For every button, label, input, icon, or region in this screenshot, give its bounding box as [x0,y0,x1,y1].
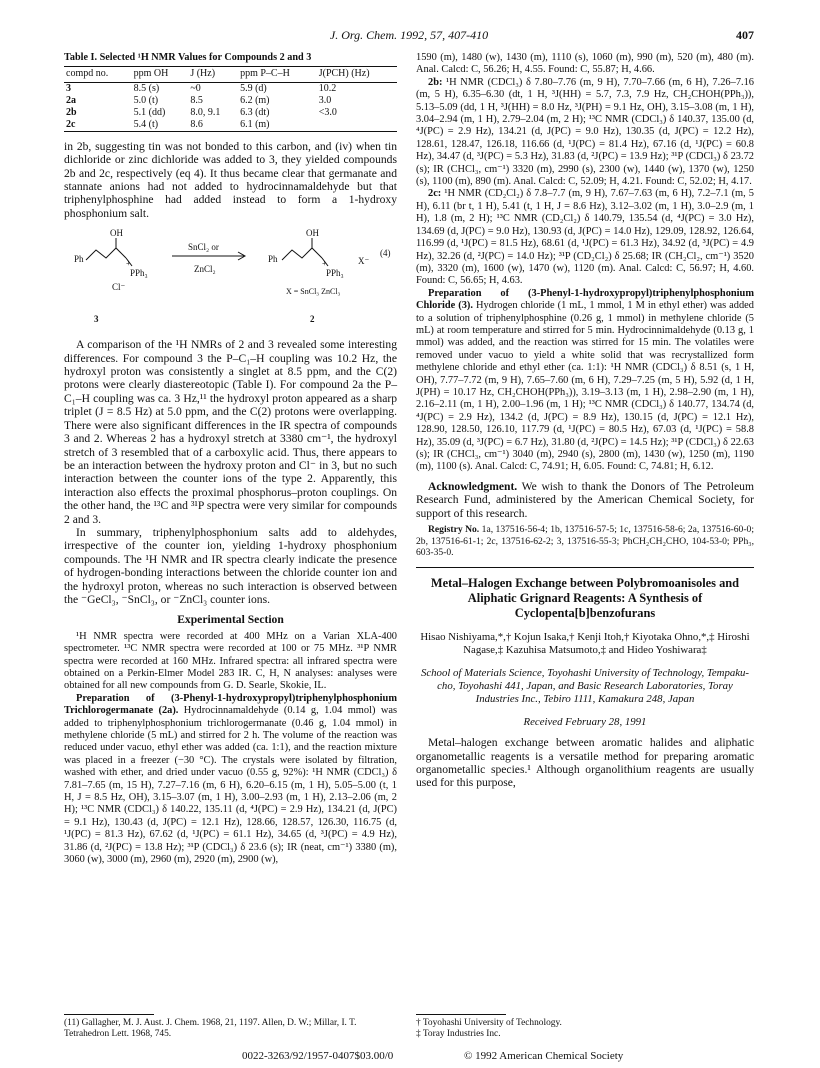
right-x-label: X⁻ [358,256,370,267]
table-cell: 2b [66,106,77,118]
left-ph-label: Ph [74,254,84,265]
table-row [64,119,397,132]
compound-2c-paragraph [416,188,754,287]
reagent-top-label: SnCl₂ or [188,242,219,253]
received-date: Received February 28, 1991 [523,715,647,728]
table-cell: 8.5 [190,94,203,106]
registry-heading: Registry No. [428,524,480,536]
table-header: compd no. [64,67,132,82]
table-header: ppm OH [132,67,189,82]
table-title: Table I. Selected ¹H NMR Values for Compounds 2 and 3 [64,52,312,63]
table-cell: 5.9 (d) [240,82,267,94]
reaction-scheme [64,228,397,332]
reaction-scheme-drawing [64,228,397,332]
registry-text: 1a, 137516-56-4; 1b, 137516-57-5; 1c, 137516-58-6; 2a, 137516-60-0; 2b, 137516-61-1; 2c, 137516-62-2; 3, 137516-55-3; PhCH₂CH₂CHO, 104-53-0; PPh₃, 603-35-0. [416,524,754,559]
table-cell: 10.2 [318,82,337,94]
footnote-rule [64,1014,154,1015]
left-pph3-label: PPh₃ [130,268,148,279]
compound-label-2: 2 [310,314,315,325]
acknowledgment-heading: Acknowledgment. [428,479,518,493]
body-paragraph: A comparison of the ¹H NMRs of 2 and 3 revealed some interesting differences. For compound 3 the P–C₁–H coupling was 10.2 Hz, the hydroxyl proton was consistently a singlet at 8.5 ppm, and the C(2) protons were clearly diastereotopic (Table I). For compound 2a the P–C₁–H coupling was ca. 3 Hz,¹¹ the hydroxyl proton appeared as a sharp triplet (J = 8.5 Hz) at 5.0 ppm, and the C(2) protons were overlapping. There were also significant differences in the IR spectra of compounds 3 and 2. Whereas 2 has a hydroxyl stretch at 3380 cm⁻¹, the hydroxyl stretch of 3 resembled that of a carboxylic acid. Thus, there appears to be an interaction between the hydroxy proton and Cl⁻ in 3, but no such interaction between the counter ions of the type 2. Apparently, this interaction also effects the proximal phosphorus–proton couplings. On the other hand, the ¹³C and ³¹P spectra were very similar for compounds 2 and 3. [64,338,397,526]
table-cell: 8.0, 9.1 [190,106,221,118]
article-affiliation: School of Materials Science, Toyohashi University of Technology, Tempaku-cho, Toyohashi 441, Japan, and Basic Research Laboratories, Toray Industries Inc., Tebiro 1111, Kamakura 248, Japan [420,666,750,705]
counterion-label: X = SnCl₃ ZnCl₃ [286,287,341,297]
table-cell: 6.2 (m) [240,94,270,106]
footnote-affiliation-1: † Toyohashi University of Technology. [416,1018,562,1028]
journal-citation: J. Org. Chem. 1992, 57, 407-410 [329,28,489,42]
section-heading: Experimental Section [177,613,284,627]
body-paragraph: In summary, triphenylphosphonium salts add to aldehydes, irrespective of the counter ion, yielding 1-hydroxy phosphonium compounds. The ¹H NMR and IR spectra clearly indicate the presence of hydrogen-bonding interactions between the chloride counter ion and the hydroxyl proton, whereas no such interaction is observed between the ⁻GeCl₃, ⁻SnCl₃, or ⁻ZnCl₃ counter ions. [64,525,397,606]
preparation-title: Preparation of (3-Phenyl-1-hydroxypropyl)triphenylphosphonium Trichlorogermanate (2a). [64,692,397,717]
table-cell: 5.0 (t) [133,94,159,106]
table-cell: ~0 [190,82,201,94]
table-header-row [64,67,397,82]
footnote-rule [416,1014,506,1015]
preparation-text: Hydrocinnamaldehyde (0.14 g, 1.04 mmol) was added to triphenylphosphonium trichlorogermanate (0.46 g, 1.04 mmol) in methylene chloride (5 mL) and stirred for 2 h. The volume of the reaction was reduced under vacuo, ethyl ether was added (ca. 1:1), and the reaction mixture was placed in a freezer (−30 °C). The crystals were isolated by filtration, washed with ether, and dried under vacuo (0.55 g, 92%): ¹H NMR (CDCl₃) δ 7.81–7.65 (m, 15 H), 7.27–7.16 (m, 6 H), 6.20–6.15 (m, 1 H), 5.05–5.00 (t, 1 H, J = 8.5 Hz, OH), 3.15–3.07 (m, 1 H), 3.00–2.93 (m, 1 H), 2.13–2.06 (m, 2 H); ¹³C NMR (CDCl₃) δ 140.22, 135.11 (d, ⁴J(PC) = 2.9 Hz), 134.21 (d, J(PC) = 9.1 Hz), 130.43 (d, J(PC) = 12.1 Hz), 128.66, 128.57, 126.30, 116.75 (d, ¹J(PC) = 81.3 Hz), 67.62 (d, ¹J(PC) = 61.1 Hz), 34.65 (d, ³J(PC) = 4.9 Hz), 31.86 (d, ²J(PC) = 13.8 Hz); ³¹P (CDCl₃) δ 23.6 (s); IR (neat, cm⁻¹) 3380 (m), 3060 (w), 3000 (m), 2960 (m), 2920 (m), 2900 (w), [64,705,397,866]
table-header: ppm P–C–H [238,67,317,82]
compound-2c-text: ¹H NMR (CD₂Cl₂) δ 7.8–7.7 (m, 9 H), 7.67–7.63 (m, 6 H), 7.2–7.1 (m, 5 H), 6.11 (br t, 1 H), 5.41 (t, 1 H, J = 8.6 Hz), 3.12–3.02 (m, 1 H), 3.0–2.9 (m, 1 H), 1.8 (m, 2 H); ¹³C NMR (CD₂Cl₂) δ 140.79, 135.54 (d, ⁴J(PC) = 3.0 Hz), 134.69 (d, J(PC) = 9.0 Hz), 130.93 (d, J(PC) = 14.0 Hz), 129.09, 128.92, 126.64, 116.99 (d, ¹J(PC) = 81.5 Hz), 68.61 (d, ¹J(PC) = 61.3 Hz), 34.92 (d, ³J(PC) = 4.9 Hz), 32.26 (d, ²J(PC) = 14.0 Hz); ³¹P (CD₂Cl₂) δ 25.68; IR (CH₂Cl₂, cm⁻¹) 3520 (m), 3320 (m), 1600 (w), 1470 (w), 1120 (m). Anal. Calcd: C, 56.97; H, 4.60. Found: C, 56.65; H, 4.63. [416,188,754,287]
table-cell: <3.0 [318,106,337,118]
table-cell: 6.1 (m) [238,119,317,132]
article-title: Metal–Halogen Exchange between Polybromoanisoles and Aliphatic Grignard Reagents: A Synthesis of Cyclopenta[b]benzofurans [430,575,740,620]
table-cell: 8.6 [188,119,238,132]
right-plus-label: + [322,259,327,269]
copyright-notice: © 1992 American Chemical Society [464,1050,624,1062]
article-divider [416,567,754,568]
left-chain-bond [86,248,126,260]
table-row [64,82,397,95]
left-cl-label: Cl⁻ [112,282,126,293]
left-column [64,52,397,867]
preparation-3-title: Preparation of (3-Phenyl-1-hydroxypropyl)triphenylphosphonium Chloride (3). [416,287,754,312]
footnote-left: (11) Gallagher, M. J. Aust. J. Chem. 1968, 21, 1197. Allen, D. W.; Millar, I. T. Tetrahedron Lett. 1968, 745. [64,1018,357,1039]
acknowledgment-paragraph [416,480,754,520]
table-header: J (Hz) [188,67,238,82]
preparation-paragraph [64,693,397,867]
right-pph3-label: PPh₃ [326,268,344,279]
table-cell: 5.4 (t) [132,119,189,132]
table-cell: 2a [66,94,76,106]
preparation-3-paragraph [416,288,754,474]
table-row [64,95,397,107]
body-paragraph: in 2b, suggesting tin was not bonded to this carbon, and (iv) when tin dichloride or zinc dichloride was added to 3, they yielded compounds 2b and 2c, respectively (eq 4). It thus became clear that germanate and stannate anions had not added to hydrocinnamaldehyde but that triphenylphosphine had added instead to form a 1-hydroxy phosphonium salt. [64,139,397,220]
compound-2b-label: 2b: [428,76,443,88]
experimental-paragraph: ¹H NMR spectra were recorded at 400 MHz on a Varian XLA-400 spectrometer. ¹³C NMR spectra were recorded at 100 or 75 MHz. ³¹P NMR spectra were recorded at 160 MHz. Infrared spectra: all infrared spectra were obtained on a Perkin-Elmer Model 283 IR. C, H, N analyses: analyses were obtained for all new compounds from G. D. Searle, Skokie, IL. [64,630,397,692]
right-oh-label: OH [306,228,319,239]
right-chain-bond [282,248,322,260]
right-column [416,52,754,790]
table-cell: 3.0 [318,94,332,106]
compound-label-3: 3 [94,314,99,325]
article-code: 0022-3263/92/1957-0407$03.00/0 [242,1050,394,1062]
page-number: 407 [736,28,754,42]
continued-paragraph: 1590 (m), 1480 (w), 1430 (m), 1110 (s), 1060 (m), 990 (m), 520 (m), 480 (m). Anal. Calcd: C, 56.26; H, 4.55. Found: C, 55.87; H, 4.66. [416,52,754,76]
table-cell: 8.5 (s) [133,82,160,94]
table-row [64,107,397,119]
table-cell: 6.3 (dt) [240,106,270,118]
table-cell [317,119,397,132]
intro-paragraph: Metal–halogen exchange between aromatic halides and aliphatic organometallic reagents is a versatile method for preparing aromatic organometallic species.¹ Although organolithium reagents are usually used for this purpose, [416,736,754,790]
footnote-affiliation-2: ‡ Toray Industries Inc. [416,1029,501,1039]
left-oh-label: OH [110,228,123,239]
page-header [64,28,754,44]
table-cell: 3 [66,82,71,94]
registry-paragraph [416,524,754,559]
footnote-right [416,1018,754,1040]
nmr-table [64,66,397,131]
reagent-bottom-label: ZnCl₂ [194,264,216,275]
table-cell: 5.1 (dd) [133,106,166,118]
compound-2b-text: ¹H NMR (CDCl₃) δ 7.80–7.76 (m, 9 H), 7.70–7.66 (m, 6 H), 7.26–7.16 (m, 5 H), 6.35–6.30 (dt, 1 H, ³J(HH) = 5.7, 7.3, 7.9 Hz, CH₂CHOH(PPh₃)), 5.13–5.09 (dd, 1 H, ³J(HH) = 8.0 Hz, ³J(PH) = 9.1 Hz, OH), 3.15–3.08 (m, 1 H), 3.04–2.94 (m, 1 H), 2.79–2.04 (m, 2 H); ¹³C NMR (CDCl₃) δ 140.37, 135.00 (d, ⁴J(PC) = 2.9 Hz), 134.21 (d, J(PC) = 9.0 Hz), 130.35 (d, J(PC) = 12.2 Hz), 128.61, 128.47, 126.18, 116.66 (d, ¹J(PC) = 81.4 Hz), 67.16 (d, ¹J(PC) = 60.8 Hz), 34.47 (d, ³J(PC) = 5.3 Hz), 31.83 (d, ²J(PC) = 13.9 Hz); ³¹P (CDCl₃) δ 23.72 (s); IR (CHCl₃, cm⁻¹) 3320 (m), 2990 (s), 2300 (w), 1440 (w), 1370 (w), 1250 (s), 1100 (m), 890 (m). Anal. Calcd: C, 52.09; H, 4.21. Found: C, 52.02; H, 4.17. [416,76,754,188]
equation-number: (4) [380,248,391,259]
acknowledgment-text: We wish to thank the Donors of The Petroleum Research Fund, administered by the American Chemical Society, for support of this research. [416,479,754,520]
right-ph-label: Ph [268,254,278,265]
table-header: J(PCH) (Hz) [317,67,397,82]
compound-2b-paragraph [416,77,754,189]
article-authors: Hisao Nishiyama,*,† Kojun Isaka,† Kenji Itoh,† Kiyotaka Ohno,*,‡ Hiroshi Nagase,‡ Kazuhisa Matsumoto,‡ and Hideo Yoshiwara‡ [420,630,750,656]
left-plus-label: + [126,259,131,269]
compound-2c-label: 2c: [428,188,442,200]
preparation-3-text: Hydrogen chloride (1 mL, 1 mmol, 1 M in ethyl ether) was added to a solution of triphenylphosphine (0.26 g, 1 mmol) in methylene chloride (5 mL) at room temperature and stirred for 5 min. Hydrocinnimaldehyde (0.13 g, 1 mmol) was added, and the reaction was stirred for 15 min. The volatiles were removed under vacuo to yield a white solid that was recrystallized form methylene chloride and ethyl ether (ca. 1:1): ¹H NMR (CDCl₃) δ 8.51 (s, 1 H, OH), 7.77–7.72 (m, 9 H), 7.65–7.60 (m, 6 H), 7.29–7.25 (m, 5 H), 5.92 (d, 1 H, J(PH) = 10.17 Hz, CH₂CHOH(PPh₃)), 3.19–3.13 (m, 1 H), 2.98–2.90 (m, 1 H), 2.16–2.11 (m, 1 H), 2.00–1.96 (m, 1 H); ¹³C NMR (CDCl₃) δ 140.77, 134.74 (d, ⁴J(PC) = 2.9 Hz), 134.2 (d, J(PC) = 8.9 Hz), 130.15 (d, J(PC) = 12.1 Hz), 128.90, 128.50, 126.10, 117.79 (d, ¹J(PC) = 80.5 Hz), 67.03 (d, ¹J(PC) = 58.8 Hz), 35.09 (d, ³J(PC) = 6.7 Hz), 31.80 (d, ²J(PC) = 14.5 Hz); ³¹P (CDCl₃) δ 22.63 (s); IR (CHCl₃, cm⁻¹) 3040 (m), 2940 (s), 2800 (m), 1430 (w), 1250 (m), 1190 (m), 1100 (s). Anal. Calcd: C, 74.91; H, 6.05. Found: C, 74.81; H, 6.12. [416,300,754,473]
table-cell: 2c [64,119,132,132]
